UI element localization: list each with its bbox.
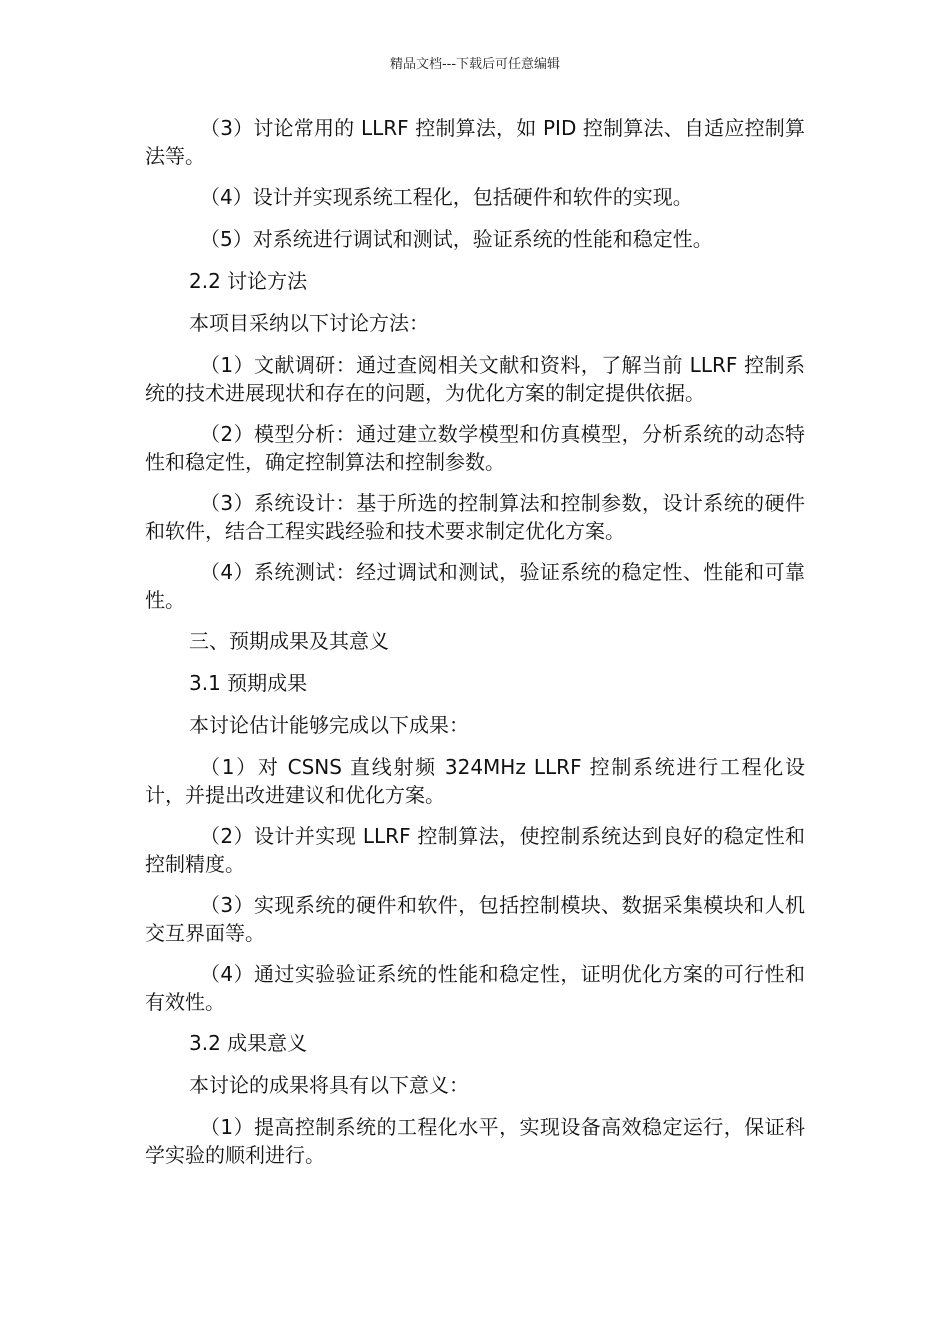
paragraph-list-item: （4）通过实验验证系统的性能和稳定性，证明优化方案的可行性和有效性。 (145, 962, 805, 1014)
document-body (145, 114, 805, 1182)
paragraph-intro: 本讨论估计能够完成以下成果： (189, 713, 469, 737)
paragraph-list-item: （1）文献调研：通过查阅相关文献和资料，了解当前 LLRF 控制系统的技术进展现状和存在的问题，为优化方案的制定提供依据。 (145, 353, 805, 405)
section-heading: 3.2 成果意义 (189, 1031, 308, 1055)
section-heading: 3.1 预期成果 (189, 671, 308, 695)
paragraph-intro: 本项目采纳以下讨论方法： (189, 311, 429, 335)
paragraph-list-item: （3）讨论常用的 LLRF 控制算法，如 PID 控制算法、自适应控制算法等。 (145, 116, 805, 168)
chapter-heading: 三、预期成果及其意义 (189, 629, 389, 653)
section-heading: 2.2 讨论方法 (189, 269, 308, 293)
paragraph-list-item: （3）系统设计：基于所选的控制算法和控制参数，设计系统的硬件和软件，结合工程实践经验和技术要求制定优化方案。 (145, 491, 805, 543)
paragraph-list-item: （3）实现系统的硬件和软件，包括控制模块、数据采集模块和人机交互界面等。 (145, 893, 805, 945)
paragraph-list-item: （1）对 CSNS 直线射频 324MHz LLRF 控制系统进行工程化设计，并提出改进建议和优化方案。 (145, 755, 805, 807)
paragraph-list-item: （1）提高控制系统的工程化水平，实现设备高效稳定运行，保证科学实验的顺利进行。 (145, 1115, 805, 1167)
paragraph-list-item: （4）系统测试：经过调试和测试，验证系统的稳定性、性能和可靠性。 (145, 560, 805, 612)
paragraph-list-item: （2）设计并实现 LLRF 控制算法，使控制系统达到良好的稳定性和控制精度。 (145, 824, 805, 876)
paragraph-list-item: （2）模型分析：通过建立数学模型和仿真模型，分析系统的动态特性和稳定性，确定控制算法和控制参数。 (145, 422, 805, 474)
paragraph-list-item: （4）设计并实现系统工程化，包括硬件和软件的实现。 (200, 185, 693, 209)
page-header: 精品文档---下载后可任意编辑 (389, 57, 561, 72)
paragraph-intro: 本讨论的成果将具有以下意义： (189, 1073, 469, 1097)
paragraph-list-item: （5）对系统进行调试和测试，验证系统的性能和稳定性。 (200, 227, 713, 251)
